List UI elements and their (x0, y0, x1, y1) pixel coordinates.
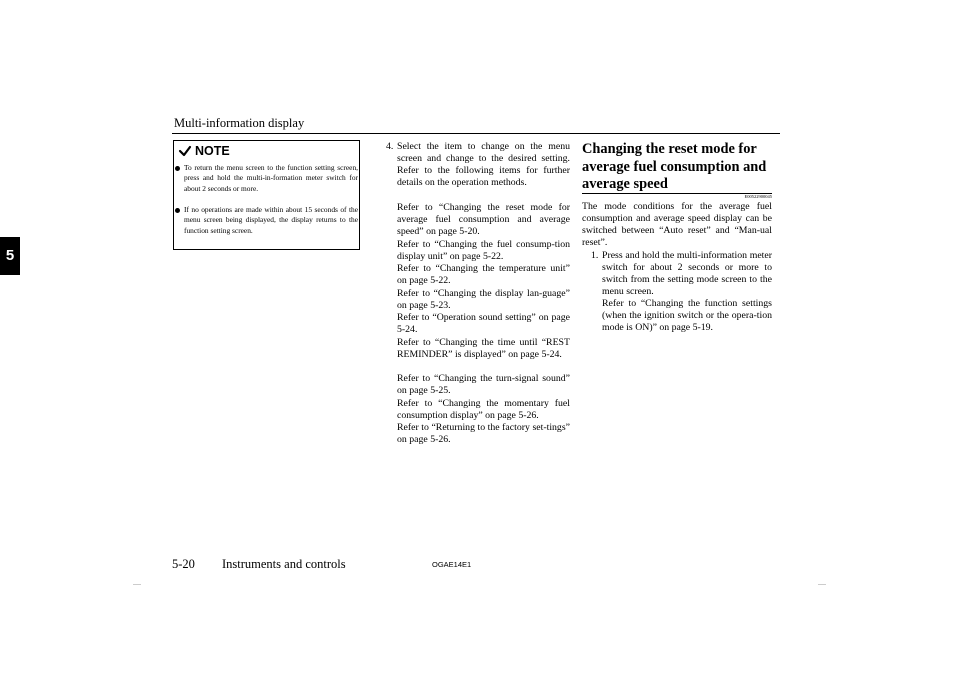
bullet-icon (175, 166, 180, 171)
note-item-text: To return the menu screen to the function setting screen, press and hold the multi-in-formation meter switch for about 2 seconds or more. (184, 163, 358, 193)
section-code: E00522900045 (744, 194, 772, 199)
step-text: Press and hold the multi-information meter switch for about 2 seconds or more to switch from the setting mode screen to the menu screen. (602, 250, 772, 298)
section-title: Changing the reset mode for average fuel consumption and average speed (582, 141, 767, 192)
running-header: Multi-information display (174, 116, 305, 130)
reference-text: Refer to “Changing the temperature unit” on page 5-22. (397, 263, 570, 287)
reference-text: Refer to “Returning to the factory set-tings” on page 5-26. (397, 422, 570, 446)
note-label: NOTE (195, 144, 230, 158)
crop-mark (818, 584, 826, 585)
note-item-text: If no operations are made within about 15 seconds of the menu screen being displayed, the display returns to the function setting screen. (184, 205, 358, 235)
chapter-tab: 5 (0, 237, 20, 275)
note-item (184, 163, 358, 194)
reference-text: Refer to “Changing the momentary fuel consumption display” on page 5-26. (397, 398, 570, 422)
reference-text: Refer to “Changing the time until “REST REMINDER” is displayed” on page 5-24. (397, 337, 570, 361)
page-number: 5-20 (172, 557, 195, 571)
note-icon (178, 144, 192, 158)
note-header (178, 143, 230, 159)
header-rule (172, 133, 780, 134)
step-text: Select the item to change on the menu screen and change to the desired setting. Refer to the following items for further details on the operation methods. (397, 141, 570, 189)
step-number: 1. (591, 250, 599, 261)
intro-paragraph: The mode conditions for the average fuel consumption and average speed display can be switched between “Auto reset” and “Man-ual reset”. (582, 201, 772, 249)
reference-text: Refer to “Changing the turn-signal sound” on page 5-25. (397, 373, 570, 397)
reference-text: Refer to “Changing the display lan-guage” on page 5-23. (397, 288, 570, 312)
note-box (173, 140, 360, 250)
chapter-name: Instruments and controls (222, 557, 346, 571)
reference-text: Refer to “Changing the fuel consump-tion display unit” on page 5-22. (397, 239, 570, 263)
reference-text: Refer to “Operation sound setting” on page 5-24. (397, 312, 570, 336)
step-number: 4. (386, 141, 394, 152)
crop-mark (133, 584, 141, 585)
bullet-icon (175, 208, 180, 213)
reference-text: Refer to “Changing the reset mode for average fuel consumption and average speed” on page 5-20. (397, 202, 570, 238)
reference-text: Refer to “Changing the function settings (when the ignition switch or the opera-tion mode is ON)” on page 5-19. (602, 298, 772, 334)
document-code: OGAE14E1 (432, 560, 472, 569)
note-item (184, 205, 358, 236)
